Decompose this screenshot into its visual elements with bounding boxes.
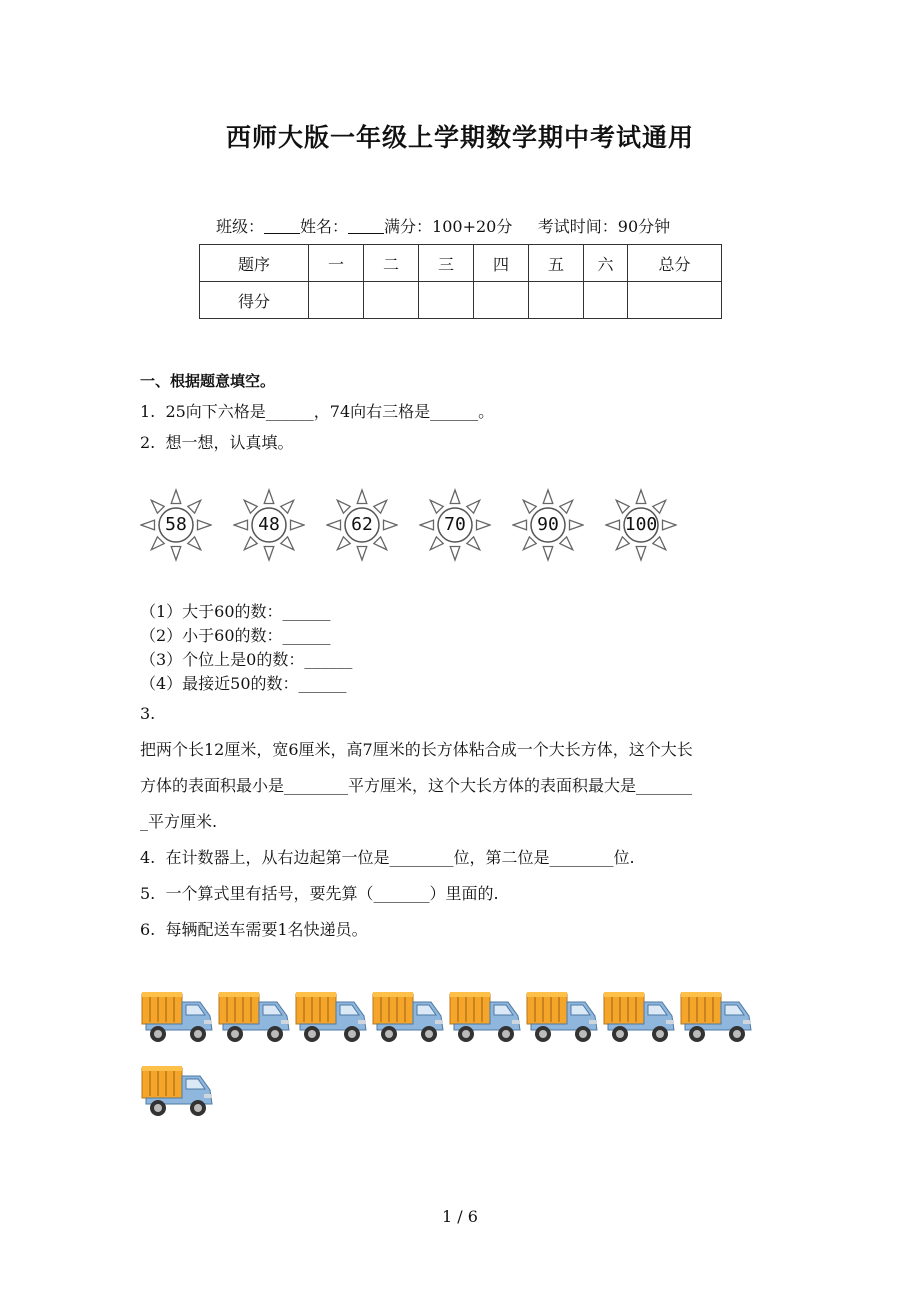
question-1: 1. 25向下六格是______，74向右三格是______。 [140, 402, 495, 421]
question-6: 6. 每辆配送车需要1名快递员。 [140, 920, 368, 939]
score-table [199, 244, 722, 319]
question-3-line: 把两个长12厘米，宽6厘米，高7厘米的长方体粘合成一个大长方体，这个大长 [140, 740, 693, 759]
question-2-sub-3: （3）个位上是0的数：______ [140, 650, 353, 669]
page-number: 1 / 6 [442, 1207, 478, 1226]
delivery-truck-icon [140, 1064, 216, 1120]
question-2-sub-1: （1）大于60的数：______ [140, 602, 331, 621]
score-cell [364, 282, 419, 319]
delivery-truck-icon [525, 990, 601, 1046]
exam-time: 考试时间：90分钟 [537, 217, 671, 236]
class-blank [264, 217, 300, 234]
name-blank [348, 217, 384, 234]
header-cell: 题序 [200, 245, 309, 282]
header-cell: 一 [309, 245, 364, 282]
question-3-line: _平方厘米. [140, 812, 218, 831]
sun-number-value: 90 [537, 514, 559, 535]
sun-number [233, 488, 305, 563]
sun-number-value: 62 [351, 514, 373, 535]
score-table-header-row [200, 245, 722, 282]
section-heading: 一、根据题意填空。 [140, 372, 276, 390]
sun-number-row [140, 488, 680, 563]
delivery-truck-icon [679, 990, 755, 1046]
delivery-truck-icon [217, 990, 293, 1046]
document-title: 西师大版一年级上学期数学期中考试通用 [225, 123, 694, 152]
score-cell [474, 282, 529, 319]
score-cell [628, 282, 722, 319]
exam-info-line [216, 214, 670, 237]
header-cell: 五 [529, 245, 584, 282]
sun-number-value: 58 [165, 514, 187, 535]
score-cell [584, 282, 628, 319]
delivery-truck-icon [294, 990, 370, 1046]
score-cell [309, 282, 364, 319]
score-cell [419, 282, 474, 319]
header-cell: 三 [419, 245, 474, 282]
delivery-truck-icon [602, 990, 678, 1046]
name-label: 姓名： [300, 217, 349, 236]
question-2-sub-2: （2）小于60的数：______ [140, 626, 331, 645]
header-cell: 二 [364, 245, 419, 282]
class-label: 班级： [216, 217, 265, 236]
score-cell [529, 282, 584, 319]
delivery-truck-icon [140, 990, 216, 1046]
row-label-cell: 得分 [200, 282, 309, 319]
sun-number-value: 70 [444, 514, 466, 535]
sun-number [140, 488, 212, 563]
score-table-score-row [200, 282, 722, 319]
delivery-truck-icon [448, 990, 524, 1046]
header-cell: 六 [584, 245, 628, 282]
sun-number-value: 48 [258, 514, 280, 535]
question-3-line: 方体的表面积最小是________平方厘米，这个大长方体的表面积最大是_______ [140, 776, 693, 795]
question-5: 5. 一个算式里有括号，要先算（_______）里面的. [140, 884, 499, 903]
delivery-truck-icon [371, 990, 447, 1046]
question-2-sub-4: （4）最接近50的数：______ [140, 674, 347, 693]
question-2: 2. 想一想，认真填。 [140, 433, 294, 452]
sun-number [512, 488, 584, 563]
header-cell: 总分 [628, 245, 722, 282]
question-4: 4. 在计数器上，从右边起第一位是________位，第二位是________位. [140, 848, 635, 867]
sun-number [326, 488, 398, 563]
header-cell: 四 [474, 245, 529, 282]
question-3-number: 3. [140, 704, 156, 723]
sun-number-value: 100 [624, 514, 658, 535]
full-score: 满分：100+20分 [384, 217, 513, 236]
sun-number [419, 488, 491, 563]
sun-number [605, 488, 677, 563]
